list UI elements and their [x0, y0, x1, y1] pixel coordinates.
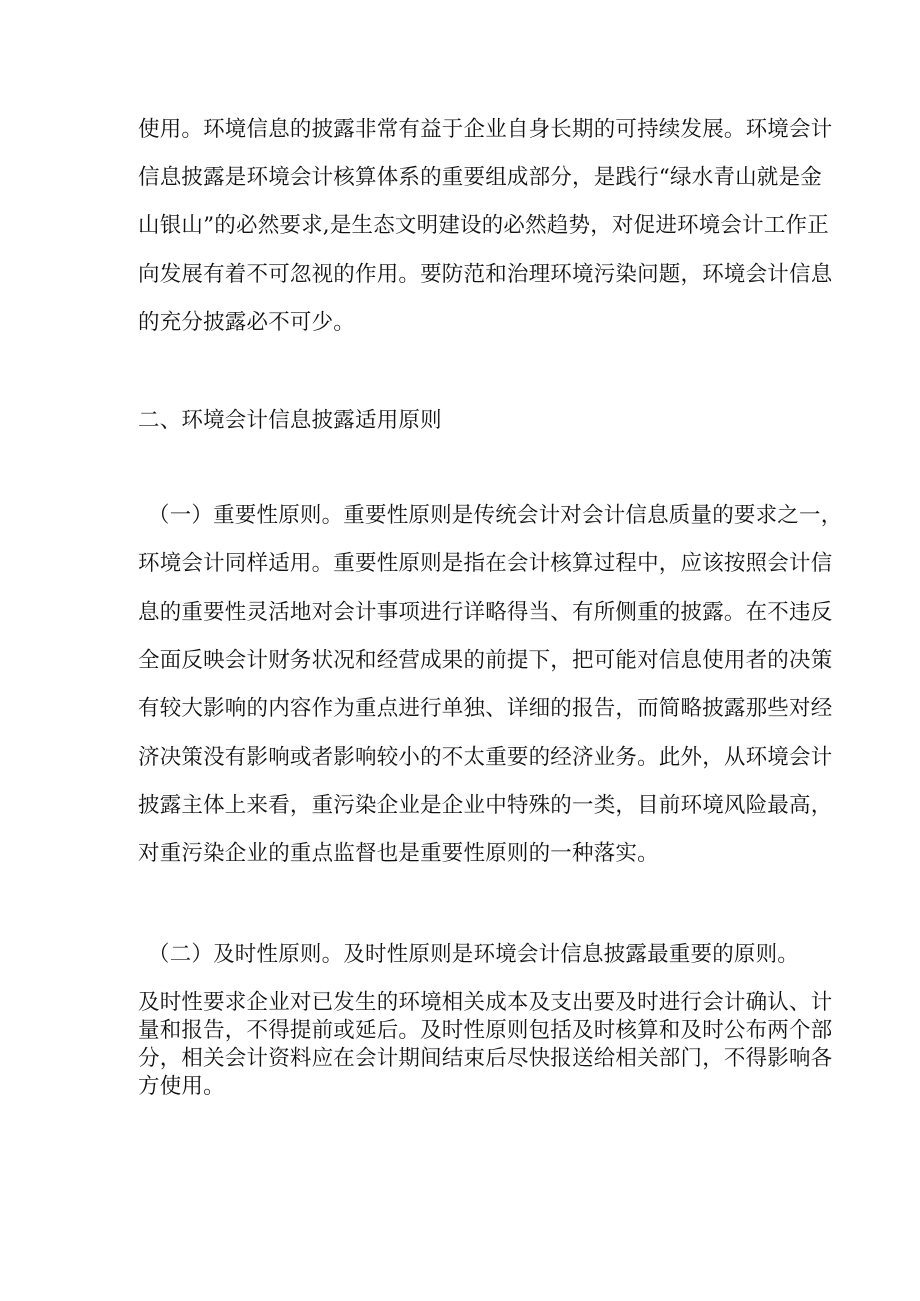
- text-line: 量和报告，不得提前或延后。及时性原则包括及时核算和及时公布两个部: [138, 1018, 833, 1043]
- text-line: 使用。环境信息的披露非常有益于企业自身长期的可持续发展。环境会计: [138, 117, 833, 142]
- text-line: 分，相关会计资料应在会计期间结束后尽快报送给相关部门，不得影响各: [138, 1046, 833, 1071]
- text-line: 对重污染企业的重点监督也是重要性原则的一种落实。: [138, 841, 659, 866]
- text-line: （一）重要性原则。重要性原则是传统会计对会计信息质量的要求之一，: [148, 503, 843, 528]
- text-line: 息的重要性灵活地对会计事项进行详略得当、有所侧重的披露。在不违反: [138, 600, 833, 625]
- principle-2-heading: （二）及时性原则。及时性原则是环境会计信息披露最重要的原则。: [148, 942, 800, 967]
- text-line: 向发展有着不可忽视的作用。要防范和治理环境污染问题，环境会计信息: [138, 262, 833, 287]
- text-line: 济决策没有影响或者影响较小的不太重要的经济业务。此外，从环境会计: [138, 745, 833, 770]
- text-line: 山银山”的必然要求,是生态文明建设的必然趋势，对促进环境会计工作正: [138, 213, 829, 238]
- text-line: 的充分披露必不可少。: [138, 310, 356, 335]
- text-line: 全面反映会计财务状况和经营成果的前提下，把可能对信息使用者的决策: [138, 648, 833, 673]
- text-line: 披露主体上来看，重污染企业是企业中特殊的一类，目前环境风险最高，: [138, 793, 833, 818]
- text-line: 有较大影响的内容作为重点进行单独、详细的报告，而简略披露那些对经: [138, 696, 833, 721]
- text-line: 信息披露是环境会计核算体系的重要组成部分，是践行“绿水青山就是金: [138, 165, 822, 190]
- text-line: 及时性要求企业对已发生的环境相关成本及支出要及时进行会计确认、计: [138, 990, 833, 1015]
- text-line: 方使用。: [138, 1074, 225, 1099]
- text-line: 环境会计同样适用。重要性原则是指在会计核算过程中，应该按照会计信: [138, 551, 833, 576]
- section-heading: 二、环境会计信息披露适用原则: [138, 408, 442, 433]
